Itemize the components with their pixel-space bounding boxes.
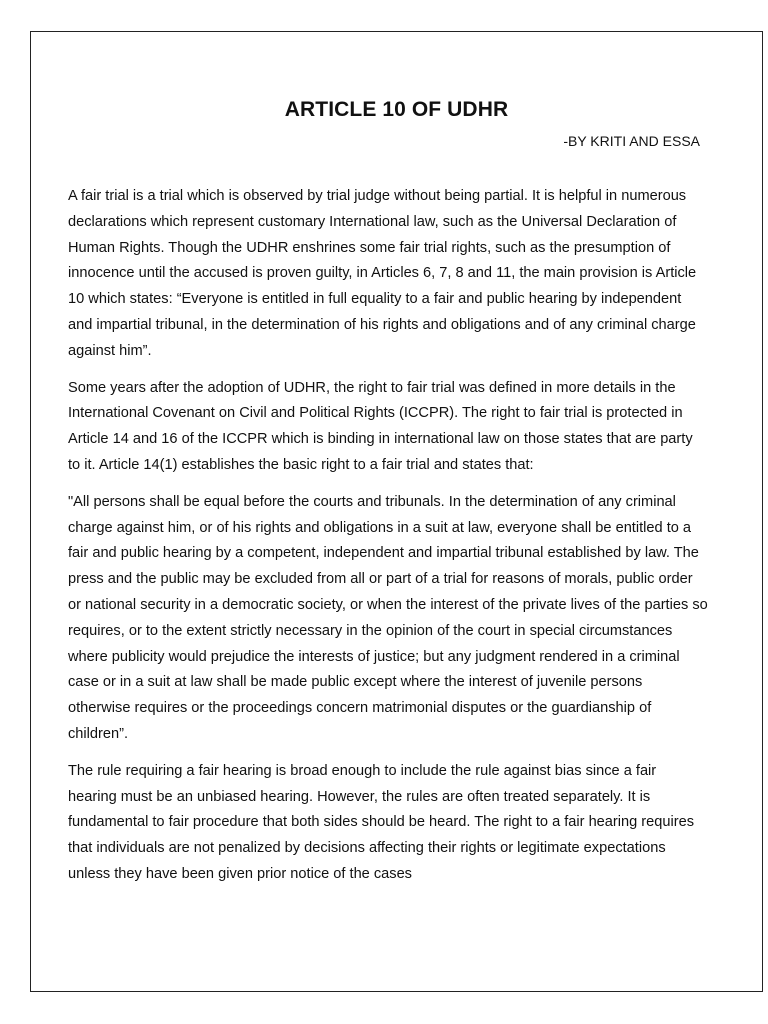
paragraph: The rule requiring a fair hearing is broad enough to include the rule against bias since a fair hearing must be an unbiased hearing. However, the rules are often treated separately. It is fundamental to fair procedure that both sides should be heard. The right to a fair hearing requires that individuals are not penalized by decisions affecting their rights or legitimate expectations unless they have been given prior notice of the cases (68, 762, 695, 882)
paragraph: A fair trial is a trial which is observed by trial judge without being partial. It is helpful in numerous declarations which represent customary International law, such as the Universal Declaration of Human Rights. Though the UDHR enshrines some fair trial rights, such as the presumption of innocence until the accused is proven guilty, in Articles 6, 7, 8 and 11, the main provision is Article 10 which states: “Everyone is entitled in full equality to a fair and public hearing by independent and impartial tribunal, in the determination of his rights and obligations and of any criminal charge against him”. (68, 188, 697, 359)
document-title: ARTICLE 10 OF UDHR (284, 98, 509, 121)
document-byline: -BY KRITI AND ESSA (563, 133, 700, 149)
paragraph: "All persons shall be equal before the courts and tribunals. In the determination of any criminal charge against him, or of his rights and obligations in a suit at law, everyone shall be entitled to a fair and public hearing by a competent, independent and impartial tribunal established by law. The press and the public may be excluded from all or part of a trial for reasons of morals, public order or national security in a democratic society, or when the interest of the private lives of the parties so requires, or to the extent strictly necessary in the opinion of the court in special circumstances where publicity would prejudice the interests of justice; but any judgment rendered in a criminal case or in a suit at law shall be made public except where the interest of juvenile persons otherwise requires or the proceedings concern matrimonial disputes or the guardianship of children”. (68, 493, 708, 742)
paragraph: Some years after the adoption of UDHR, the right to fair trial was defined in more details in the International Covenant on Civil and Political Rights (ICCPR). The right to fair trial is protected in Article 14 and 16 of the ICCPR which is binding in international law on those states that are party to it. Article 14(1) establishes the basic right to a fair trial and states that: (68, 379, 693, 473)
document-body (68, 184, 708, 899)
document-page (30, 31, 763, 992)
